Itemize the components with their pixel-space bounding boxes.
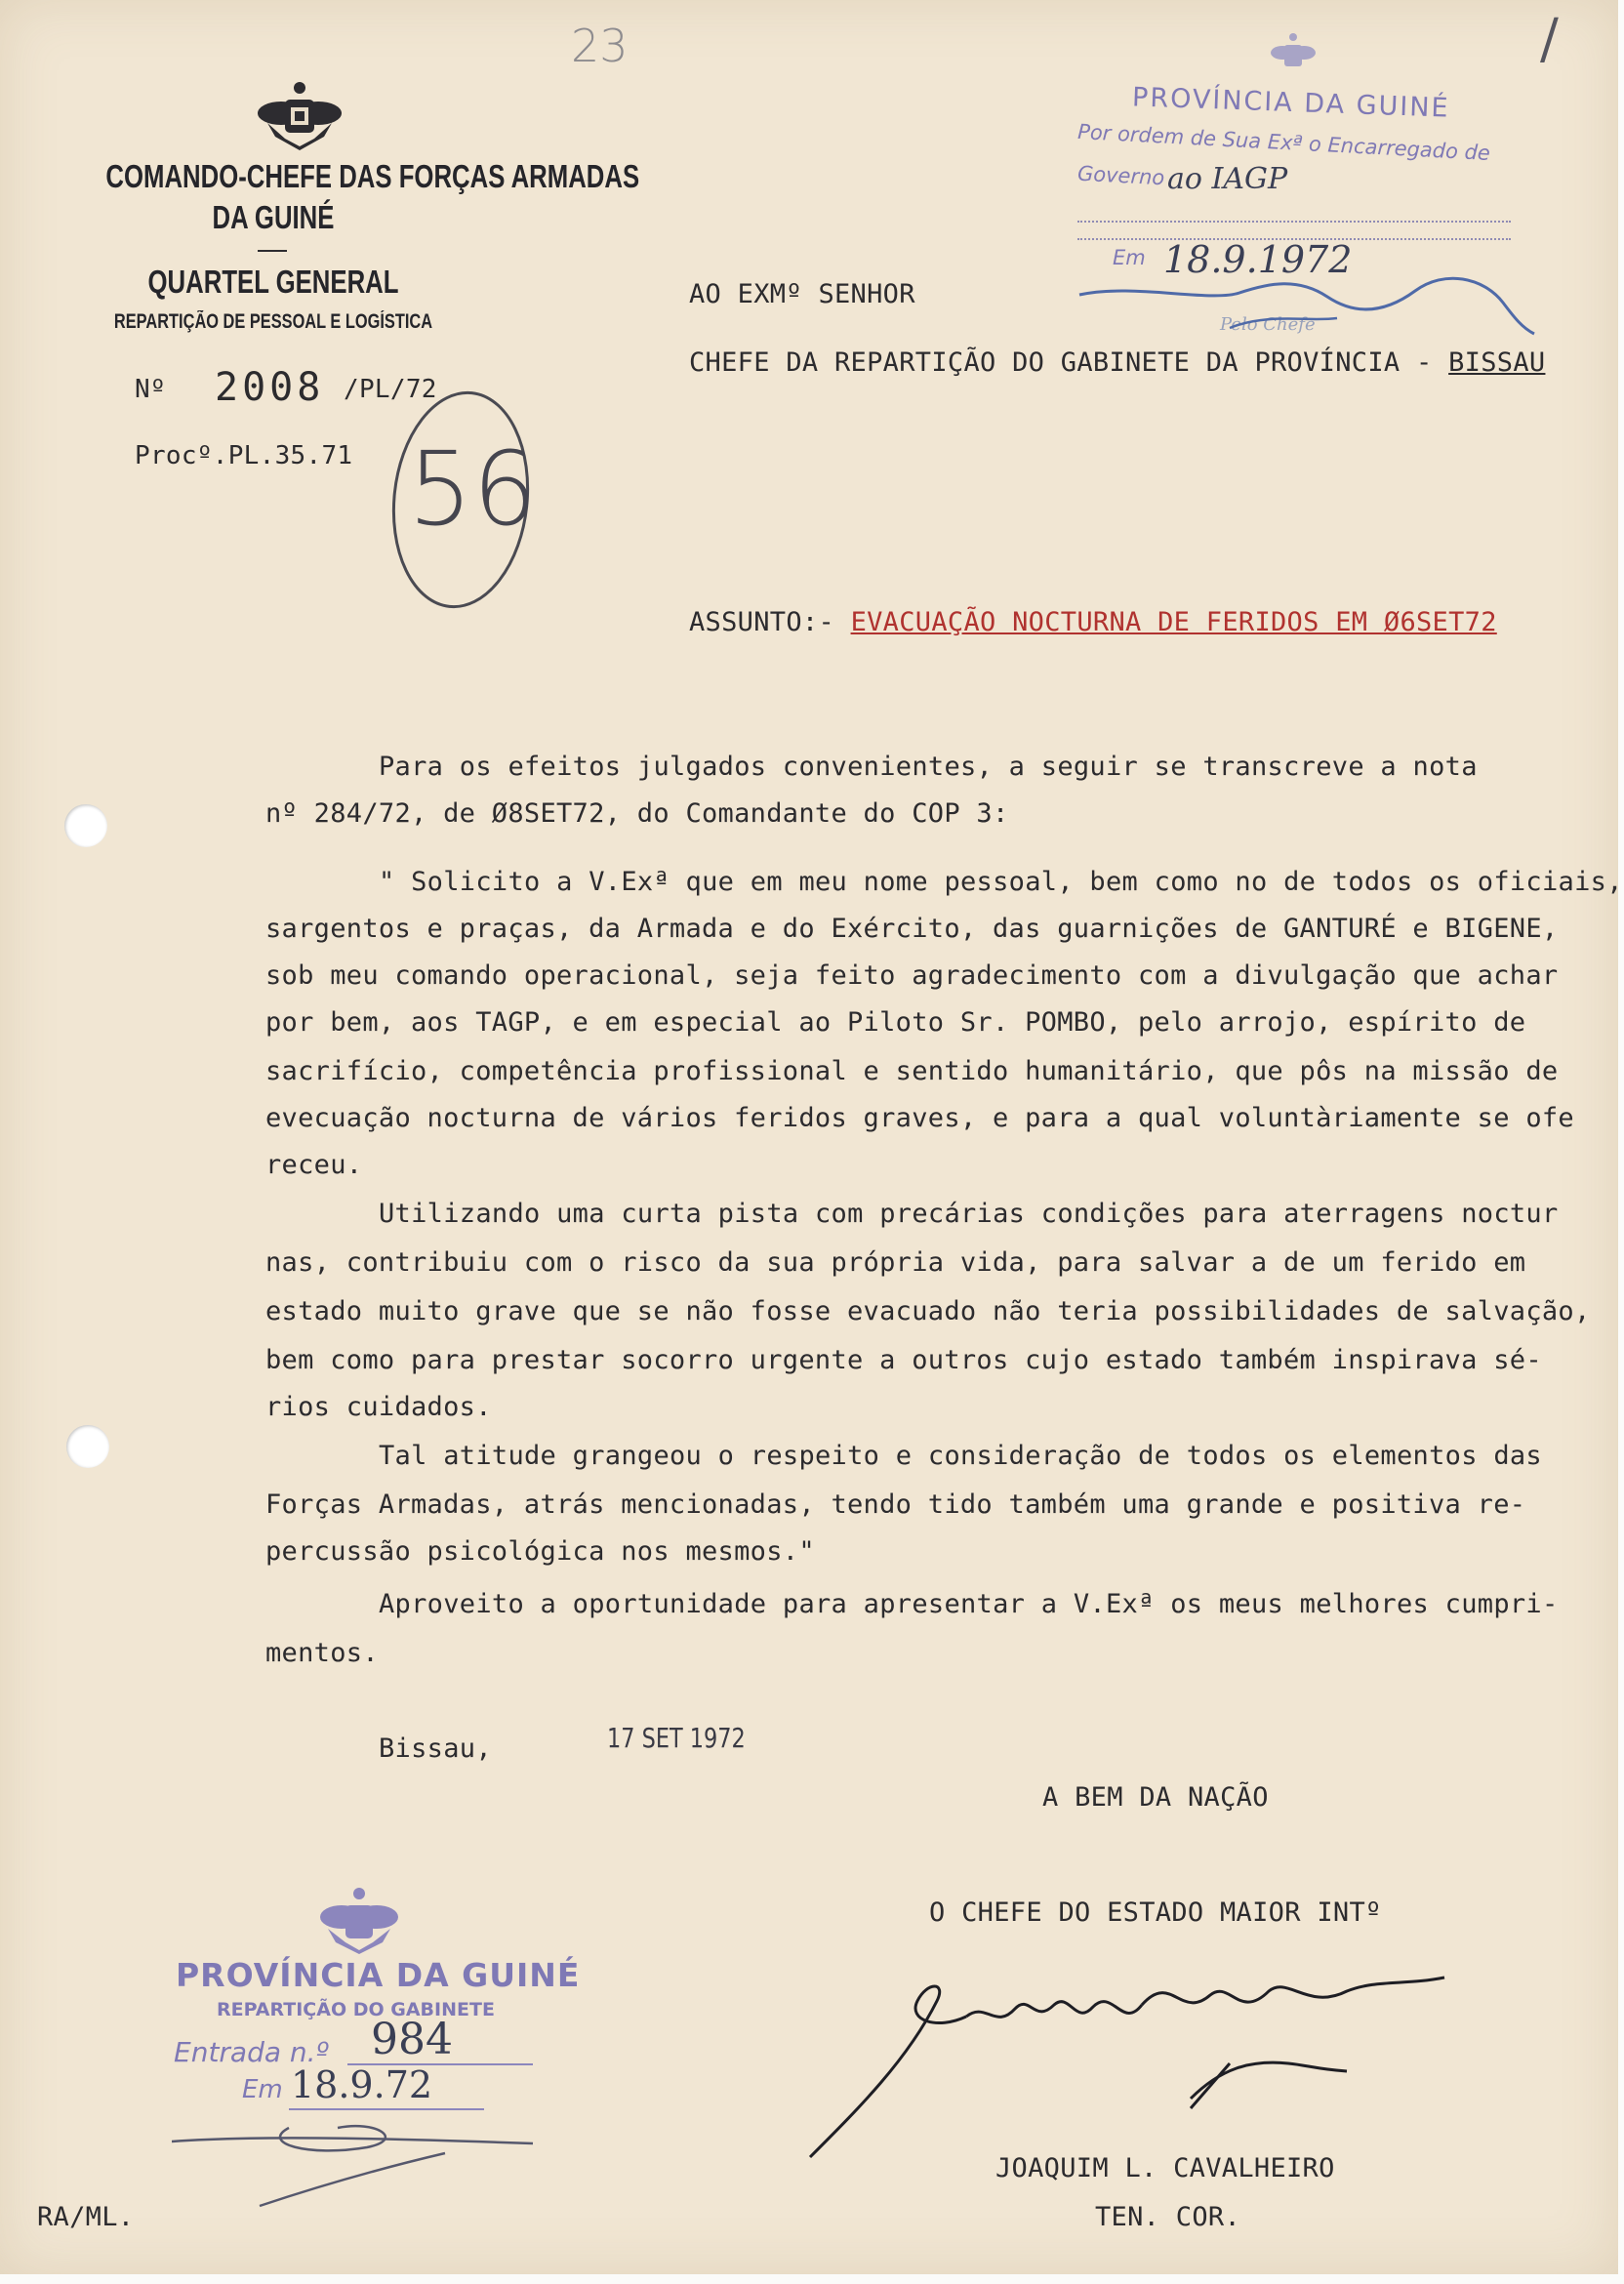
body-line: estado muito grave que se não fosse evacuado não teria possibilidades de salvação, [265, 1296, 1591, 1326]
body-line: Para os efeitos julgados convenientes, a seguir se transcreve a nota [379, 752, 1478, 782]
addressee-line1: AO EXMº SENHOR [689, 279, 915, 309]
body-line: evecuação nocturna de vários feridos graves, e para a qual voluntàriamente se ofe [265, 1103, 1574, 1133]
body-line: " Solicito a V.Exª que em meu nome pessoal, bem como no de todos os oficiais, [379, 867, 1623, 897]
signature-icon [800, 1962, 1464, 2167]
top-stamp-line2-handwriting: ao IAGP [1167, 162, 1288, 196]
bottom-stamp-entry-label: Entrada n.º [174, 2036, 329, 2068]
top-stamp-line1: Por ordem de Sua Exª o Encarregado de [1076, 119, 1491, 166]
body-line: receu. [265, 1150, 363, 1180]
body-line: Tal atitude grangeou o respeito e consideração de todos os elementos das [379, 1441, 1542, 1471]
bottom-stamp-initials-icon [172, 2108, 543, 2216]
corner-mark: / [1540, 8, 1559, 71]
body-line: nas, contribuiu com o risco da sua própria vida, para salvar a de um ferido em [265, 1247, 1526, 1278]
hq-name: QUARTEL GENERAL [147, 264, 399, 300]
top-stamp-date-prefix: Em [1113, 246, 1146, 269]
process-number: Procº.PL.35.71 [135, 441, 353, 470]
footer-initials: RA/ML. [37, 2202, 135, 2232]
top-stamp-title: PROVÍNCIA DA GUINÉ [1131, 82, 1451, 124]
bottom-stamp-title: PROVÍNCIA DA GUINÉ [176, 1956, 581, 1994]
body-line: sacrifício, competência profissional e sentido humanitário, que pôs na missão de [265, 1056, 1559, 1086]
top-stamp-date: 18.9.1972 [1163, 238, 1353, 281]
signer-name: JOAQUIM L. CAVALHEIRO [995, 2153, 1335, 2183]
number-label: Nº [135, 375, 166, 404]
bottom-stamp-subtitle: REPARTIÇÃO DO GABINETE [217, 1999, 495, 2020]
circled-number: 56 [408, 429, 538, 549]
body-line: Aproveito a oportunidade para apresentar a V.Exª os meus melhores cumpri- [379, 1589, 1559, 1619]
closing-date-stamp: 17 SET 1972 [607, 1722, 746, 1754]
signer-rank: TEN. COR. [1095, 2202, 1240, 2232]
body-line: bem como para prestar socorro urgente a outros cujo estado também inspirava sé- [265, 1345, 1542, 1375]
bottom-stamp-entry-number: 984 [371, 2015, 453, 2064]
bottom-stamp-date: 18.9.72 [291, 2063, 433, 2106]
body-line: mentos. [265, 1638, 379, 1668]
top-stamp-line2-prefix: Governo [1076, 161, 1165, 190]
addressee-city: BISSAU [1448, 347, 1546, 378]
document-number: 2008 [215, 365, 325, 410]
body-line: sargentos e praças, da Armada e do Exército, das guarnições de GANTURÉ e BIGENE, [265, 914, 1559, 944]
dept-name: REPARTIÇÃO DE PESSOAL E LOGÍSTICA [113, 310, 433, 333]
org-name-line2: DA GUINÉ [212, 199, 335, 235]
body-line: nº 284/72, de Ø8SET72, do Comandante do COP 3: [265, 798, 1009, 829]
body-line: rios cuidados. [265, 1392, 492, 1422]
addressee-office: CHEFE DA REPARTIÇÃO DO GABINETE DA PROVÍNCIA - [689, 347, 1449, 378]
bottom-stamp-crest-icon [312, 1884, 406, 1956]
org-name-line1: COMANDO-CHEFE DAS FORÇAS ARMADAS [105, 158, 640, 194]
body-line: Utilizando uma curta pista com precárias condições para aterragens noctur [379, 1199, 1559, 1229]
top-stamp-signature: Pelo Chefe [1220, 314, 1316, 335]
body-line: por bem, aos TAGP, e em especial ao Piloto Sr. POMBO, pelo arrojo, espírito de [265, 1007, 1526, 1038]
body-line: percussão psicológica nos mesmos." [265, 1536, 815, 1567]
subject-label: ASSUNTO:- [689, 607, 851, 637]
closing-place: Bissau, [379, 1733, 492, 1764]
body-line: Forças Armadas, atrás mencionadas, tendo tido também uma grande e positiva re- [265, 1489, 1526, 1520]
subject-text: EVACUAÇÃO NOCTURNA DE FERIDOS EM Ø6SET72 [850, 607, 1497, 637]
closing-salutation: A BEM DA NAÇÃO [1042, 1782, 1269, 1813]
bottom-stamp-date-label: Em [242, 2075, 283, 2104]
body-line: sob meu comando operacional, seja feito agradecimento com a divulgação que achar [265, 960, 1559, 991]
pencil-page-number: 23 [571, 20, 629, 72]
closing-title: O CHEFE DO ESTADO MAIOR INTº [929, 1897, 1382, 1928]
number-suffix: /PL/72 [344, 375, 437, 404]
